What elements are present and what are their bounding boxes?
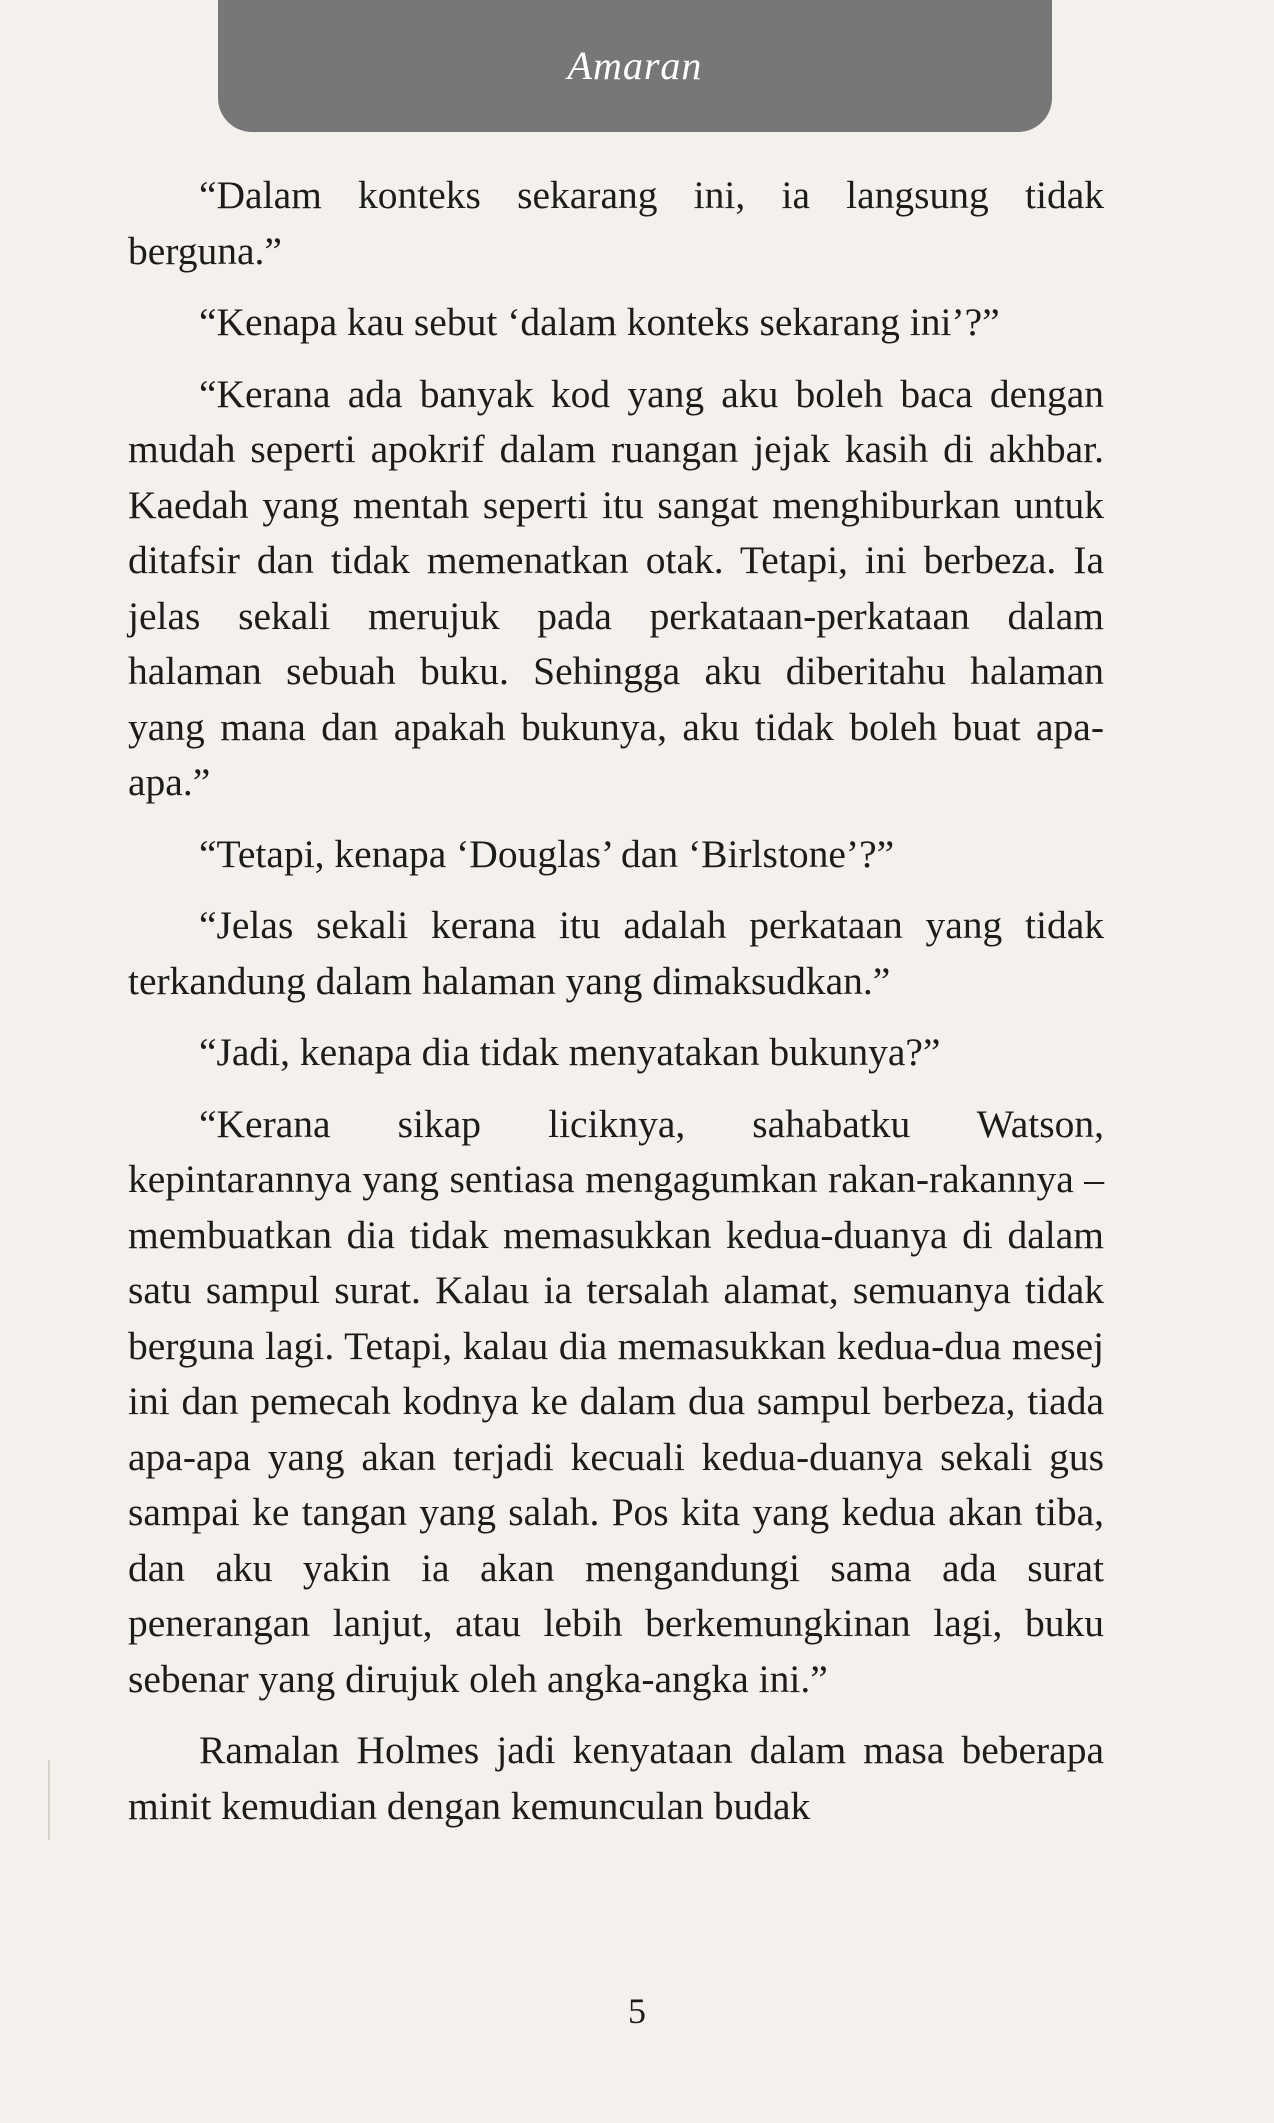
scan-mark-divider	[48, 1760, 50, 1840]
paragraph-8: Ramalan Holmes jadi kenyataan dalam masa beberapa minit kemudian dengan kemunculan budak	[128, 1728, 1104, 1828]
paragraph-1: “Dalam konteks sekarang ini, ia langsung tidak berguna.”	[128, 173, 1104, 273]
paragraph-4: “Tetapi, kenapa ‘Douglas’ dan ‘Birlstone’?”	[199, 831, 895, 876]
paragraph-3: “Kerana ada banyak kod yang aku boleh baca dengan mudah seperti apokrif dalam ruangan jejak kasih di akhbar. Kaedah yang mentah seperti itu sangat menghiburkan untuk ditafsir dan tidak memenatkan otak. Tetapi, ini berbeza. Ia jelas sekali merujuk pada perkataan-perkataan dalam halaman sebuah buku. Sehingga aku diberitahu halaman yang mana dan apakah bukunya, aku tidak boleh buat apa-apa.”	[128, 371, 1104, 804]
chapter-title: Amaran	[567, 43, 703, 88]
page-number: 5	[628, 1991, 646, 2031]
body-text	[128, 168, 1104, 1850]
paragraph-5: “Jelas sekali kerana itu adalah perkataan yang tidak terkandung dalam halaman yang dimaksudkan.”	[128, 903, 1104, 1003]
paragraph-2: “Kenapa kau sebut ‘dalam konteks sekarang ini’?”	[199, 300, 1000, 344]
paragraph-7: “Kerana sikap liciknya, sahabatku Watson, kepintarannya yang sentiasa mengagumkan rakan-rakannya – membuatkan dia tidak memasukkan kedua-duanya di dalam satu sampul surat. Kalau ia tersalah alamat, semuanya tidak berguna lagi. Tetapi, kalau dia memasukkan kedua-dua mesej ini dan pemecah kodnya ke dalam dua sampul berbeza, tiada apa-apa yang akan terjadi kecuali kedua-duanya sekali gus sampai ke tangan yang salah. Pos kita yang kedua akan tiba, dan aku yakin ia akan mengandungi sama ada surat penerangan lanjut, atau lebih berkemungkinan lagi, buku sebenar yang dirujuk oleh angka-angka ini.”	[128, 1101, 1104, 1701]
chapter-header-tab	[218, 0, 1052, 132]
paragraph-6: “Jadi, kenapa dia tidak menyatakan bukunya?”	[199, 1030, 941, 1074]
